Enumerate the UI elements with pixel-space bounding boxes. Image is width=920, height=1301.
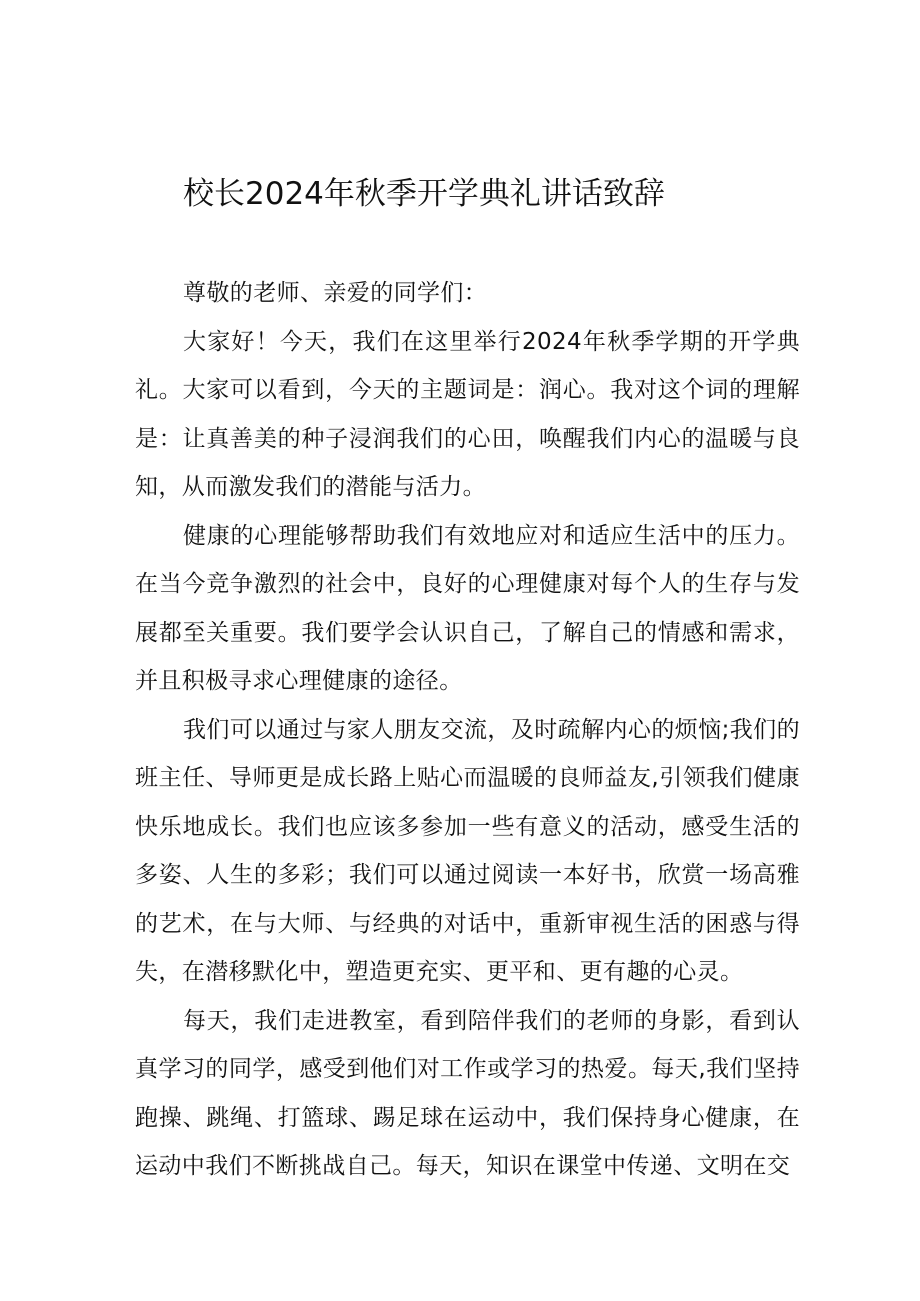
paragraph-1: 大家好！今天，我们在这里举行2024年秋季学期的开学典礼。大家可以看到，今天的主题词是：润心。我对这个词的理解是：让真善美的种子浸润我们的心田，唤醒我们内心的温暖与良知，从而激发我们的潜能与活力。 [135, 328, 800, 500]
document-title: 校长2024年秋季开学典礼讲话致辞 [183, 176, 665, 212]
document-body [135, 269, 800, 1191]
paragraph-2: 健康的心理能够帮助我们有效地应对和适应生活中的压力。在当今竞争激烈的社会中，良好的心理健康对每个人的生存与发展都至关重要。我们要学会认识自己，了解自己的情感和需求，并且积极寻求心理健康的途径。 [135, 522, 800, 694]
paragraph-3: 我们可以通过与家人朋友交流，及时疏解内心的烦恼;我们的班主任、导师更是成长路上贴心而温暖的良师益友,引领我们健康快乐地成长。我们也应该多参加一些有意义的活动，感受生活的多姿、人生的多彩；我们可以通过阅读一本好书，欣赏一场高雅的艺术，在与大师、与经典的对话中，重新审视生活的困惑与得失，在潜移默化中，塑造更充实、更平和、更有趣的心灵。 [135, 716, 800, 985]
salutation: 尊敬的老师、亲爱的同学们： [183, 280, 488, 306]
paragraph-4: 每天，我们走进教室，看到陪伴我们的老师的身影，看到认真学习的同学，感受到他们对工作或学习的热爱。每天,我们坚持跑操、跳绳、打篮球、踢足球在运动中，我们保持身心健康，在运动中我们不断挑战自己。每天，知识在课堂中传递、文明在交 [135, 1007, 800, 1179]
